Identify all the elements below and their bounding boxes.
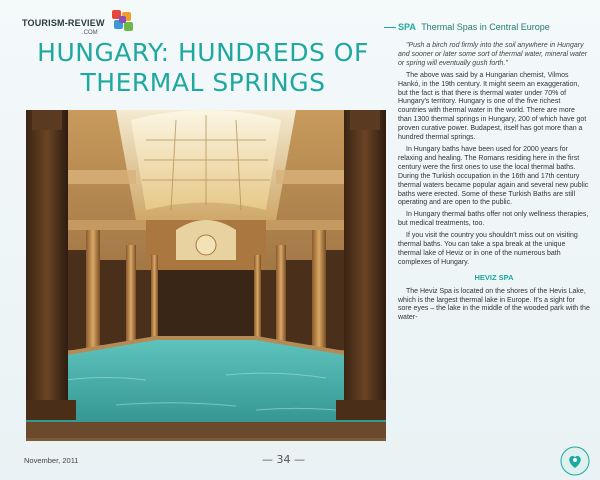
logo-mark-icon [108, 8, 138, 34]
article-quote: "Push a birch rod firmly into the soil anywhere in Hungary and sooner or later some sort of thermal water, mineral water or spring will eventually gush forth." [398, 42, 588, 67]
issue-date: November, 2011 [24, 456, 79, 465]
article-body [398, 42, 590, 326]
logo-name: TOURISM-REVIEW [22, 18, 105, 28]
section-header [398, 22, 598, 36]
thermal-bath-photo [26, 110, 386, 441]
article-paragraph: In Hungary thermal baths offer not only wellness therapies, but medical treatments, too. [398, 211, 589, 228]
section-title: Thermal Spas in Central Europe [421, 22, 550, 32]
section-arrow-icon [384, 27, 396, 28]
section-tag: SPA [398, 22, 416, 32]
article-paragraph: The Heviz Spa is located on the shores of the Hevis Lake, which is the largest thermal lake in Europe. It's a sight for sore eyes – the lake in the middle of the wooded park with the water- [398, 287, 590, 322]
article-paragraph: The above was said by a Hungarian chemist, Vilmos Hankó, in the 19th century. It might seem an exaggeration, but the fact is that there is thermal water under 70% of Hungary's territory. Hungary is one of the five richest countries with thermal water in the world. There are more than 1300 thermal springs in Hungary, 200 of which have got proven curative power. Budapest, itself has got more than a hundred thermal springs. [398, 71, 587, 142]
article-paragraph: If you visit the country you shouldn't miss out on visiting thermal baths. You can take a spa break at the unique thermal lake of Heviz or in one of the numerous bath complexes of Hungary. [398, 232, 578, 266]
article-paragraph: In Hungary baths have been used for 2000 years for relaxing and healing. The Romans residing here in the first century were the first ones to use the local thermal baths. During the Turkish occupation in the 16th and 17th century thermal waters became popular again and several new public baths were erected. Some of these Turkish Baths are still operating and are open to the public. [398, 145, 589, 207]
heviz-subhead: HEVIZ SPA [474, 272, 514, 282]
logo[interactable] [22, 8, 142, 40]
article-title: HUNGARY: HUNDREDS OF THERMAL SPRINGS [37, 38, 369, 97]
heart-leaf-icon[interactable] [560, 446, 590, 476]
page-number: — 34 — [262, 453, 305, 466]
logo-suffix: .COM [82, 30, 98, 36]
